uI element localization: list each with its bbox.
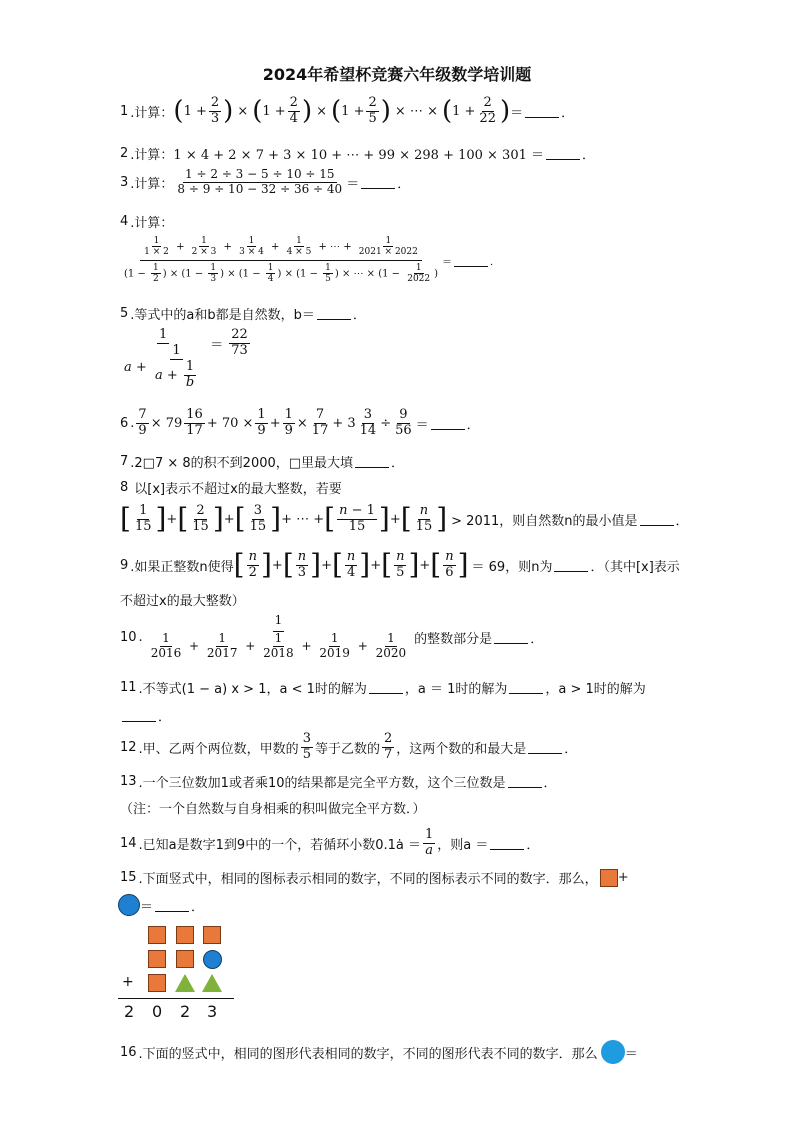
sum-digit: 2 (124, 1002, 135, 1021)
question-9: 9 .如果正整数n使得 [ $\frac{n}{2}$ ] + [ $\frac{n}{3}$ ] + [ $\frac{n}{4}$ ] + [ $\frac{n}{5}$ ] + [ $\frac{n}{6}$ ] ＝ 69，则n为 ．（其中[x]表示 (120, 548, 680, 582)
sum-digit: 2 (180, 1002, 191, 1021)
question-8-expression: [ $\frac{1}{15}$ ] + [ $\frac{2}{15}$ ] + [ $\frac{3}{15}$ ] + ⋯ + [ $\frac{n - 1}{15}$ ] + [ $\frac{n}{15}$ ] > 2011，则自然数n的最小值是 ． (120, 502, 689, 536)
question-4-expression: $\frac{1}{1 \times 2}$ + $\frac{1}{2 \times 3}$ + $\frac{1}{3 \times 4}$ + $\frac{1}{4 \times 5}$ + ⋯ + $\frac{1}{2021 \times 2022}$ (1 − $\frac{1}{2}$ ) × (1 − $\frac{1}{3}$ ) × (1 − $\frac{1}{4}$ ) × (1 − $\frac{1}{5}$ ) × ⋯ × (1 − $\frac{1}{2022}$ ) ＝ ． (124, 236, 501, 285)
question-16: 16 .下面的竖式中，相同的图形代表相同的数字，不同的图形代表不同的数字．那么 ＝ (120, 1040, 638, 1064)
square-icon (148, 974, 166, 992)
square-icon (148, 950, 166, 968)
circle-icon (118, 894, 140, 916)
question-11: 11 .不等式(1 − a) x > 1，a < 1时的解为 ，a ＝ 1时的解为 ，a > 1时的解为 (120, 680, 646, 697)
answer-blank (355, 455, 389, 468)
answer-blank (155, 899, 189, 912)
answer-blank (528, 741, 562, 754)
question-11-line2: ． (120, 706, 171, 725)
question-10: 10 . 1 $\frac{1}{2016}$ + $\frac{1}{2017}$ + $\frac{1}{2018}$ + $\frac{1}{2019}$ + $\frac{1}{2020}$ 的整数部分是 ． (120, 613, 544, 660)
sum-digit: 3 (207, 1002, 218, 1021)
answer-blank (640, 513, 674, 526)
question-7: 7 .2□7 × 8的积不到2000，□里最大填 ． (120, 454, 405, 471)
question-1: 1 .计算： ( 1 + $\frac{2}{3}$ ) × ( 1 + $\frac{2}{4}$ ) × ( 1 + $\frac{2}{5}$ ) × ⋯ × ( 1 + $\frac{2}{22}$ ) ＝ ． (120, 95, 575, 127)
square-icon (203, 926, 221, 944)
question-8: 8 以[x]表示不超过x的最大整数，若要 (120, 480, 342, 497)
question-13: 13 .一个三位数加1或者乘10的结果都是完全平方数，这个三位数是 ． (120, 774, 557, 791)
answer-blank (508, 775, 542, 788)
answer-blank (509, 681, 543, 694)
question-2: 2 .计算： 1 × 4 + 2 × 7 + 3 × 10 + ⋯ + 99 × 298 + 100 × 301 ＝ ． (120, 146, 596, 163)
square-icon (148, 926, 166, 944)
sum-digit: 0 (152, 1002, 163, 1021)
question-15: 15 .下面竖式中，相同的图标表示相同的数字，不同的图标表示不同的数字．那么， + (120, 870, 629, 887)
sum-line (118, 998, 234, 999)
question-5: 5 .等式中的a和b都是自然数，b＝ ． (120, 306, 366, 323)
answer-blank (122, 709, 156, 722)
triangle-icon (202, 974, 222, 992)
answer-blank (369, 681, 403, 694)
square-icon (176, 926, 194, 944)
answer-blank (525, 105, 559, 118)
answer-blank (554, 559, 588, 572)
question-9-line2: 不超过x的最大整数） (120, 594, 245, 609)
answer-blank (431, 417, 465, 430)
question-12: 12 .甲、乙两个两位数，甲数的 $\frac{3}{5}$ 等于乙数的 $\frac{2}{7}$ ，这两个数的和最大是 ． (120, 731, 578, 762)
answer-blank (361, 176, 395, 189)
answer-blank (454, 254, 488, 267)
question-15-line2: ＝ ． (118, 894, 204, 916)
question-number: 1 (120, 103, 129, 119)
square-icon (600, 869, 618, 887)
answer-blank (546, 147, 580, 160)
circle-icon (601, 1040, 625, 1064)
answer-blank (317, 307, 351, 320)
square-icon (176, 950, 194, 968)
plus-sign: + (122, 974, 134, 990)
question-14: 14 .已知a是数字1到9中的一个，若循环小数0.1ȧ ＝ $\frac{1}{a}$ ，则a ＝ ． (120, 827, 540, 858)
triangle-icon (175, 974, 195, 992)
question-13-note: （注：一个自然数与自身相乘的积叫做完全平方数．） (120, 802, 426, 817)
answer-blank (494, 631, 528, 644)
question-6: 6 . $\frac{7}{9}$ × 79 $\frac{16}{17}$ + 70 × $\frac{1}{9}$ + $\frac{1}{9}$ × $\frac{7}{17}$ + 3 $\frac{3}{14}$ ÷ $\frac{9}{56}$ ＝ ． (120, 407, 480, 438)
question-4: 4 .计算： (120, 214, 174, 231)
circle-icon (203, 950, 222, 969)
answer-blank (490, 837, 524, 850)
question-5-equation: 1 a + 1 a + $\frac{1}{b}$ ＝ $\frac{22}{73}$ (124, 327, 248, 390)
question-3: 3 .计算： $\frac{1 \div 2 \div 3 - 5 \div 10 \div 15}{8 \div 9 \div 10 - 32 \div 36 \div 40}$ ＝ ． (120, 167, 411, 196)
page-title: 2024年希望杯竞赛六年级数学培训题 (262, 65, 532, 84)
